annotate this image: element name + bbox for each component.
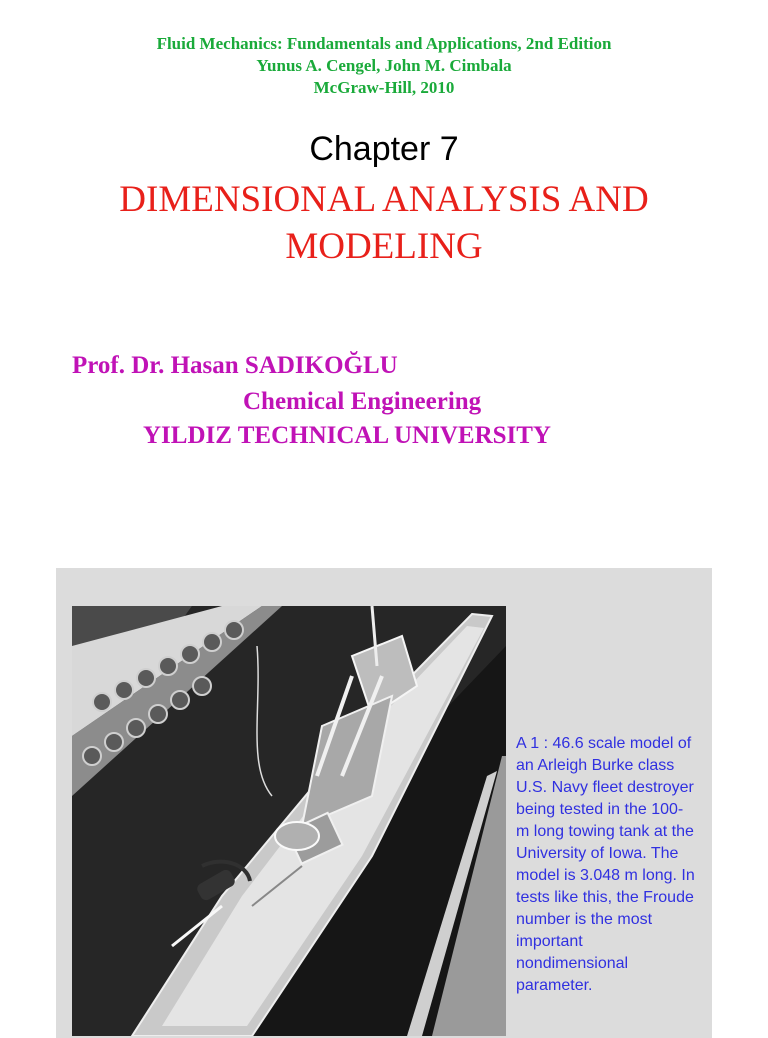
book-title: Fluid Mechanics: Fundamentals and Applications, 2nd Edition bbox=[156, 34, 612, 53]
ship-model-photo bbox=[72, 606, 506, 1036]
presenter-name: Prof. Dr. Hasan SADIKOĞLU bbox=[72, 352, 398, 379]
chapter-label: Chapter 7 bbox=[309, 130, 459, 168]
book-authors: Yunus A. Cengel, John M. Cimbala bbox=[256, 56, 512, 75]
ship-model-illustration bbox=[72, 606, 506, 1036]
book-publisher: McGraw-Hill, 2010 bbox=[313, 78, 455, 97]
presenter-university: YILDIZ TECHNICAL UNIVERSITY bbox=[143, 422, 551, 449]
chapter-title-line1: DIMENSIONAL ANALYSIS AND bbox=[119, 179, 649, 220]
figure-caption: A 1 : 46.6 scale model of an Arleigh Burke class U.S. Navy fleet destroyer being tested in the 100-m long towing tank at the University of Iowa. The model is 3.048 m long. In tests like this, the Froude number is the most important nondimensional parameter. bbox=[516, 735, 695, 994]
presenter-department: Chemical Engineering bbox=[243, 388, 482, 415]
chapter-title-line2: MODELING bbox=[285, 226, 483, 267]
